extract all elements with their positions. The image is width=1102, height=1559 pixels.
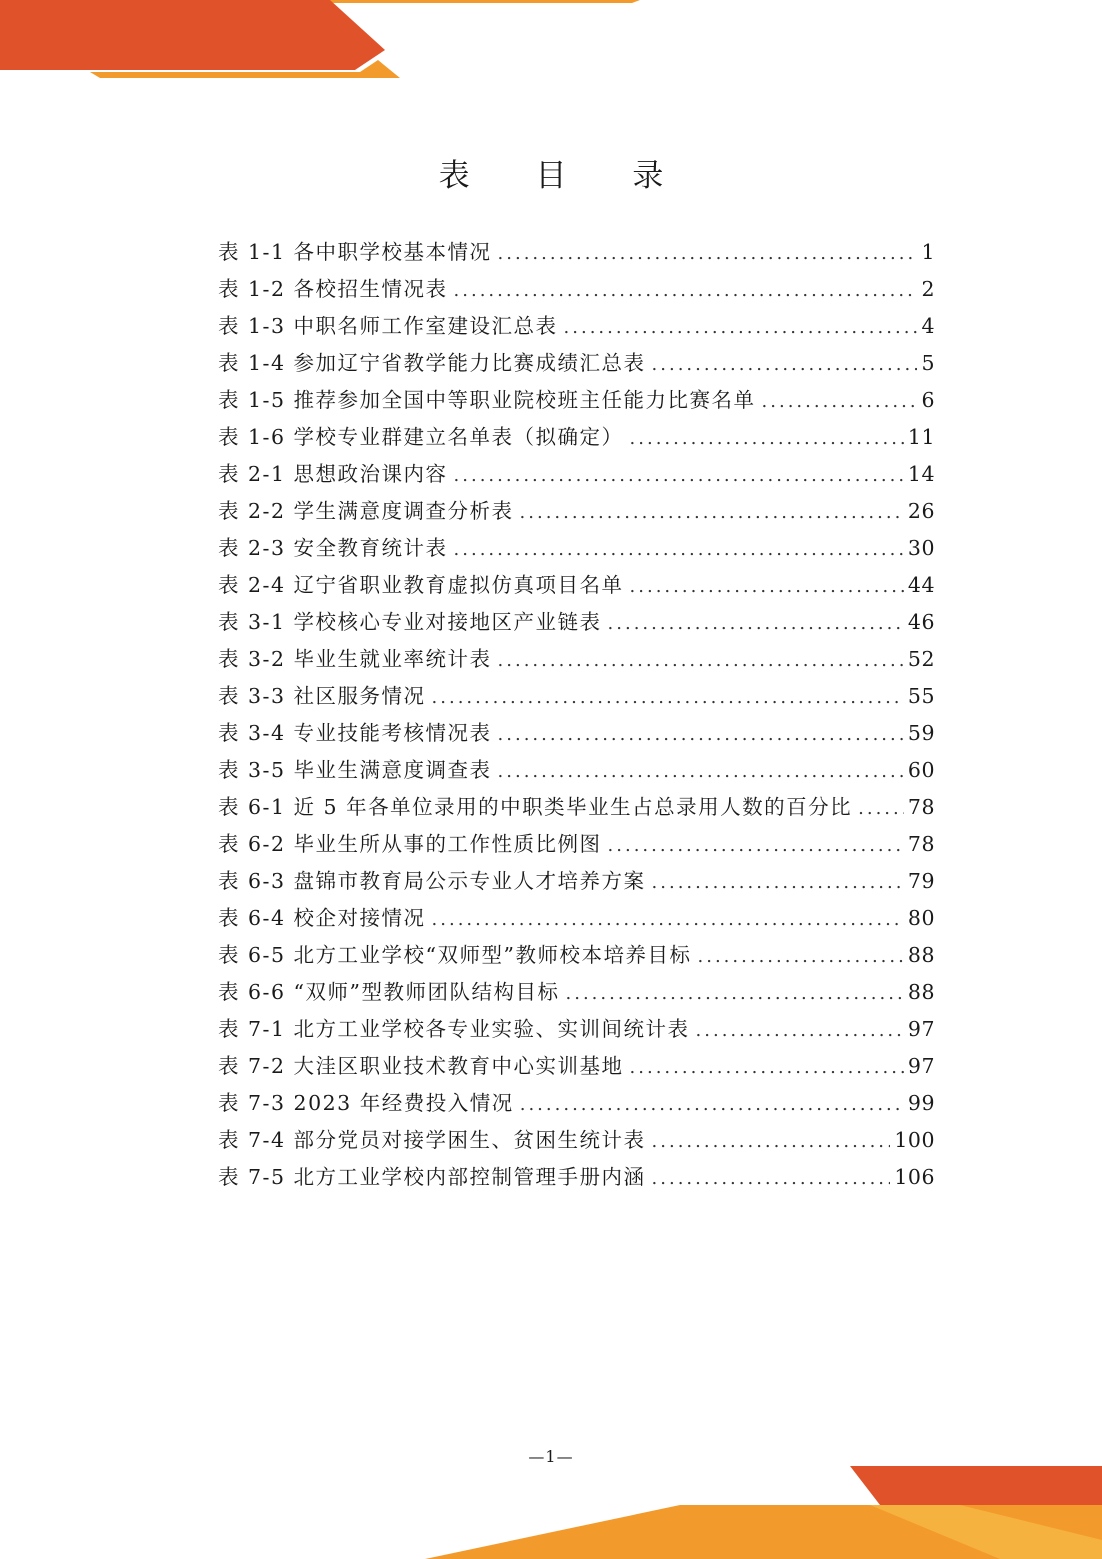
toc-leader-dots <box>498 235 918 272</box>
toc-entry-label: 表 6-5 北方工业学校“双师型”教师校本培养目标 <box>218 943 692 967</box>
table-of-contents <box>218 234 935 1196</box>
toc-entry-page: 55 <box>907 684 935 708</box>
toc-entry-page: 60 <box>907 758 935 782</box>
bottom-light-band <box>870 1505 1102 1559</box>
toc-leader-dots <box>858 790 904 827</box>
toc-leader-dots <box>498 642 904 679</box>
toc-entry-label: 表 7-4 部分党员对接学困生、贫困生统计表 <box>218 1128 646 1152</box>
toc-leader-dots <box>520 1086 904 1123</box>
toc-entry-page: 88 <box>907 980 935 1004</box>
toc-entry-label: 表 2-1 思想政治课内容 <box>218 462 448 486</box>
toc-entry[interactable] <box>218 271 935 308</box>
toc-entry[interactable] <box>218 752 935 789</box>
toc-entry-label: 表 3-3 社区服务情况 <box>218 684 426 708</box>
toc-entry[interactable] <box>218 1159 935 1196</box>
toc-entry[interactable] <box>218 826 935 863</box>
toc-entry[interactable] <box>218 1122 935 1159</box>
toc-leader-dots <box>696 1012 904 1049</box>
toc-entry-label: 表 6-3 盘锦市教育局公示专业人才培养方案 <box>218 869 646 893</box>
toc-entry-page: 11 <box>907 425 935 449</box>
toc-entry[interactable] <box>218 567 935 604</box>
toc-entry-page: 2 <box>921 277 935 301</box>
toc-entry-label: 表 1-1 各中职学校基本情况 <box>218 240 492 264</box>
toc-entry-label: 表 2-3 安全教育统计表 <box>218 536 448 560</box>
toc-entry-page: 97 <box>907 1054 935 1078</box>
toc-entry-label: 表 1-6 学校专业群建立名单表（拟确定） <box>218 425 624 449</box>
toc-entry-label: 表 6-6 “双师”型教师团队结构目标 <box>218 980 560 1004</box>
toc-entry[interactable] <box>218 419 935 456</box>
toc-entry-page: 26 <box>907 499 935 523</box>
toc-entry-page: 4 <box>921 314 935 338</box>
toc-leader-dots <box>454 531 904 568</box>
top-orange-stripe <box>330 0 640 3</box>
toc-leader-dots <box>698 938 904 975</box>
toc-entry[interactable] <box>218 456 935 493</box>
bottom-orange-band <box>425 1505 1102 1559</box>
toc-leader-dots <box>762 383 918 420</box>
page-title: 表 目 录 <box>438 158 692 194</box>
toc-entry-label: 表 6-1 近 5 年各单位录用的中职类毕业生占总录用人数的百分比 <box>218 795 853 819</box>
toc-entry[interactable] <box>218 1048 935 1085</box>
top-red-band <box>0 0 385 70</box>
toc-leader-dots <box>652 346 918 383</box>
toc-entry-label: 表 7-2 大洼区职业技术教育中心实训基地 <box>218 1054 624 1078</box>
toc-entry-page: 46 <box>907 610 935 634</box>
toc-entry-label: 表 1-4 参加辽宁省教学能力比赛成绩汇总表 <box>218 351 646 375</box>
toc-leader-dots <box>630 1049 904 1086</box>
toc-entry-page: 106 <box>894 1165 935 1189</box>
toc-entry-label: 表 3-1 学校核心专业对接地区产业链表 <box>218 610 602 634</box>
toc-entry-page: 99 <box>907 1091 935 1115</box>
toc-leader-dots <box>566 975 904 1012</box>
toc-leader-dots <box>520 494 904 531</box>
toc-entry[interactable] <box>218 382 935 419</box>
toc-entry-page: 52 <box>907 647 935 671</box>
toc-entry-label: 表 6-2 毕业生所从事的工作性质比例图 <box>218 832 602 856</box>
toc-entry[interactable] <box>218 234 935 271</box>
toc-entry-page: 30 <box>907 536 935 560</box>
toc-entry-label: 表 7-5 北方工业学校内部控制管理手册内涵 <box>218 1165 646 1189</box>
toc-entry-page: 78 <box>907 832 935 856</box>
toc-leader-dots <box>564 309 918 346</box>
toc-entry[interactable] <box>218 308 935 345</box>
toc-entry-label: 表 1-5 推荐参加全国中等职业院校班主任能力比赛名单 <box>218 388 756 412</box>
toc-entry[interactable] <box>218 678 935 715</box>
toc-entry-page: 79 <box>907 869 935 893</box>
toc-entry-page: 78 <box>907 795 935 819</box>
toc-entry-page: 100 <box>894 1128 935 1152</box>
toc-entry[interactable] <box>218 789 935 826</box>
toc-entry-label: 表 7-1 北方工业学校各专业实验、实训间统计表 <box>218 1017 690 1041</box>
toc-leader-dots <box>652 864 904 901</box>
toc-leader-dots <box>652 1123 891 1160</box>
toc-entry-page: 80 <box>907 906 935 930</box>
toc-entry[interactable] <box>218 715 935 752</box>
toc-entry-label: 表 2-4 辽宁省职业教育虚拟仿真项目名单 <box>218 573 624 597</box>
toc-entry[interactable] <box>218 345 935 382</box>
toc-entry-label: 表 3-5 毕业生满意度调查表 <box>218 758 492 782</box>
toc-leader-dots <box>498 716 904 753</box>
toc-entry-label: 表 3-4 专业技能考核情况表 <box>218 721 492 745</box>
toc-entry-label: 表 6-4 校企对接情况 <box>218 906 426 930</box>
toc-entry[interactable] <box>218 863 935 900</box>
toc-leader-dots <box>630 420 904 457</box>
toc-leader-dots <box>608 827 904 864</box>
page-number: —1— <box>528 1447 574 1466</box>
toc-entry-label: 表 1-3 中职名师工作室建设汇总表 <box>218 314 558 338</box>
toc-entry-label: 表 1-2 各校招生情况表 <box>218 277 448 301</box>
toc-entry[interactable] <box>218 900 935 937</box>
toc-entry[interactable] <box>218 604 935 641</box>
toc-entry-page: 6 <box>921 388 935 412</box>
toc-leader-dots <box>498 753 904 790</box>
bottom-red-band <box>850 1466 1102 1525</box>
toc-entry-page: 44 <box>907 573 935 597</box>
toc-leader-dots <box>432 679 904 716</box>
top-orange-band <box>90 60 400 78</box>
toc-entry[interactable] <box>218 641 935 678</box>
toc-entry-label: 表 2-2 学生满意度调查分析表 <box>218 499 514 523</box>
toc-entry[interactable] <box>218 1085 935 1122</box>
toc-leader-dots <box>454 457 904 494</box>
toc-entry[interactable] <box>218 493 935 530</box>
toc-leader-dots <box>454 272 918 309</box>
toc-entry-page: 97 <box>907 1017 935 1041</box>
toc-entry-page: 1 <box>921 240 935 264</box>
toc-entry-label: 表 7-3 2023 年经费投入情况 <box>218 1091 514 1115</box>
toc-entry-page: 59 <box>907 721 935 745</box>
toc-entry-page: 88 <box>907 943 935 967</box>
toc-entry-label: 表 3-2 毕业生就业率统计表 <box>218 647 492 671</box>
toc-entry[interactable] <box>218 974 935 1011</box>
toc-leader-dots <box>608 605 904 642</box>
toc-leader-dots <box>432 901 904 938</box>
toc-entry-page: 5 <box>921 351 935 375</box>
toc-leader-dots <box>630 568 904 605</box>
toc-entry[interactable] <box>218 530 935 567</box>
toc-entry[interactable] <box>218 1011 935 1048</box>
toc-entry[interactable] <box>218 937 935 974</box>
toc-leader-dots <box>652 1160 891 1197</box>
toc-entry-page: 14 <box>907 462 935 486</box>
